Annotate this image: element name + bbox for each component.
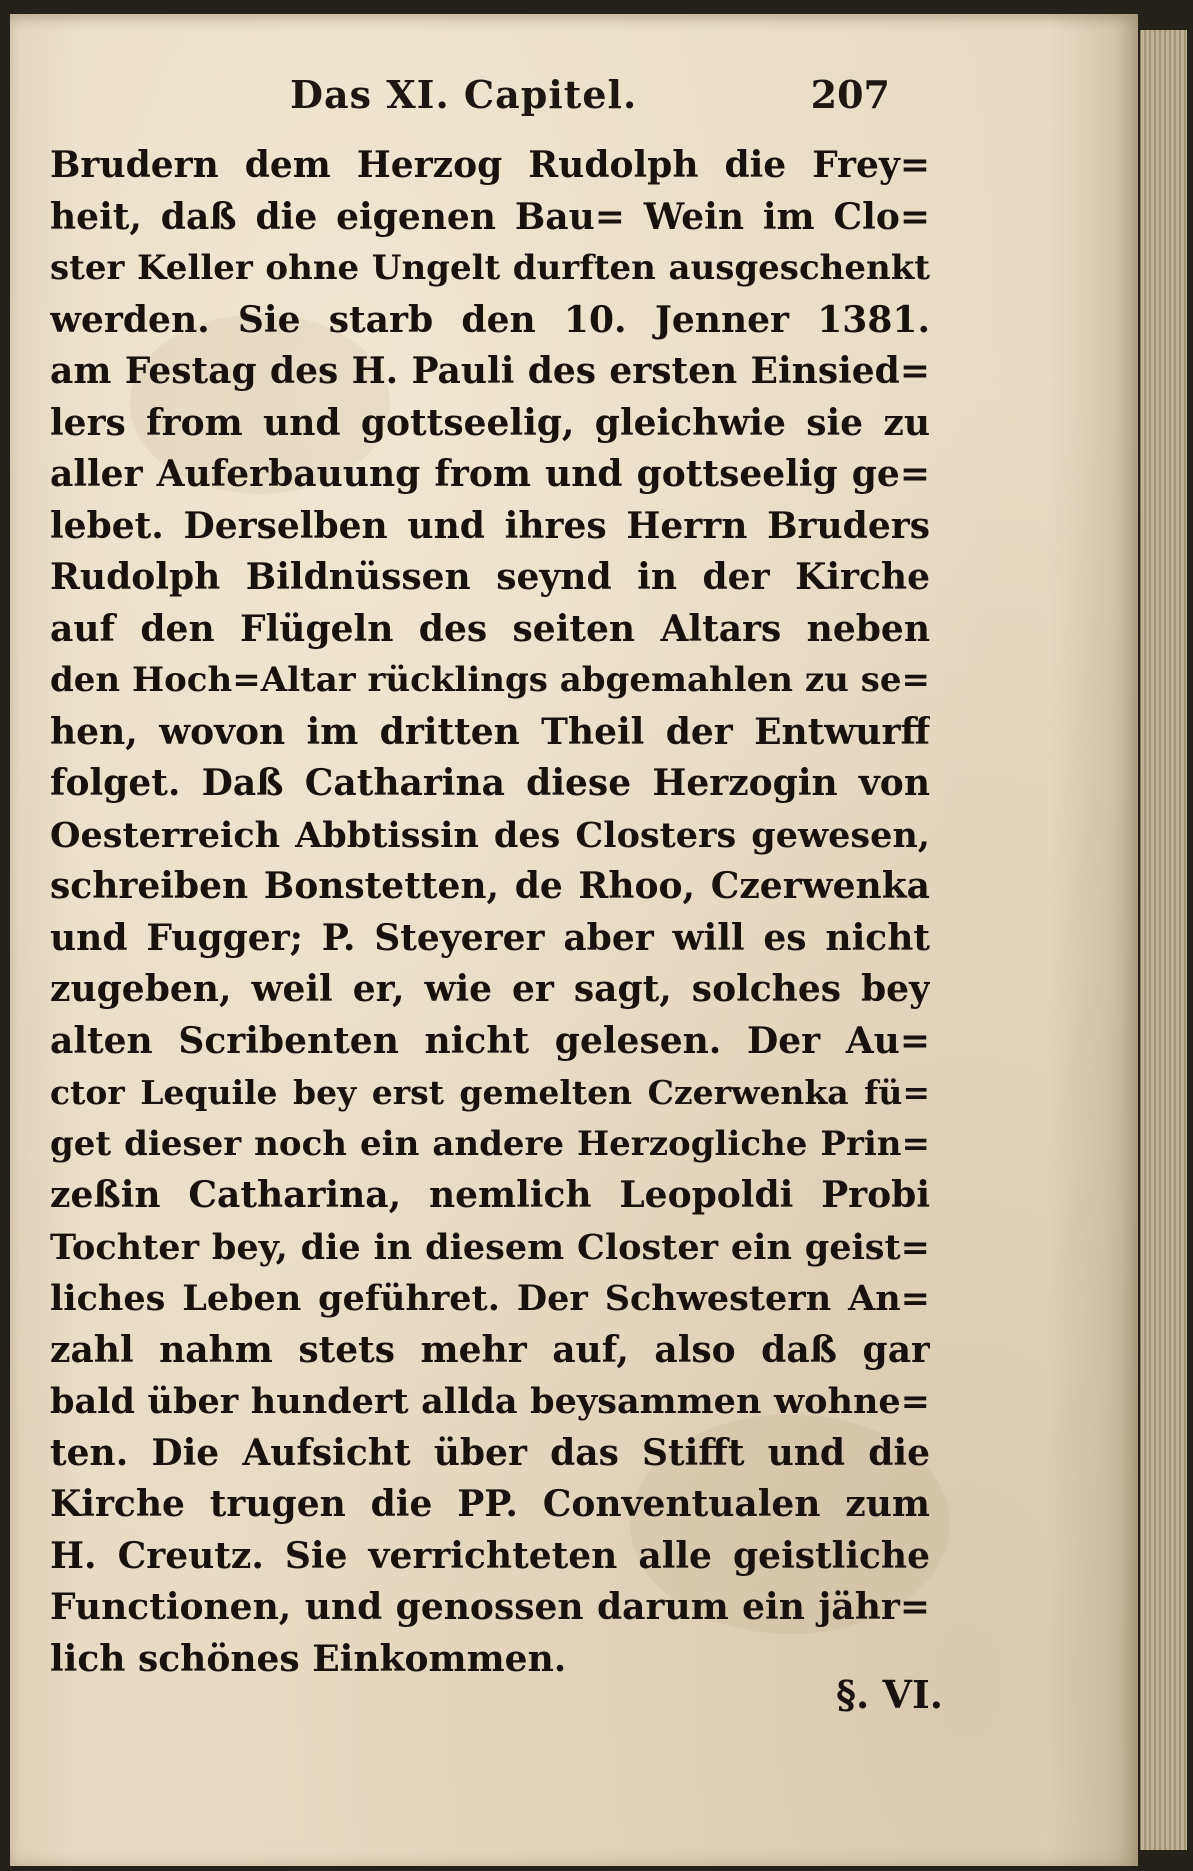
- text-line: Rudolph Bildnüssen seynd in der Kirche: [50, 556, 930, 598]
- text-line: auf den Flügeln des seiten Altars neben: [50, 607, 930, 650]
- page-edges: [1140, 30, 1187, 1850]
- text-line: folget. Daß Catharina diese Herzogin von: [50, 762, 930, 804]
- text-line: liches Leben geführet. Der Schwestern An=: [50, 1278, 930, 1319]
- text-line: zugeben, weil er, wie er sagt, solches bey: [50, 968, 930, 1010]
- text-line: und Fugger; P. Steyerer aber will es nicht: [50, 916, 930, 959]
- text-line: schreiben Bonstetten, de Rhoo, Czerwenka: [50, 865, 930, 907]
- text-line: lich schönes Einkommen.: [50, 1637, 567, 1680]
- text-line: ster Keller ohne Ungelt durften ausgeschenkt: [50, 248, 930, 288]
- text-line: zahl nahm stets mehr auf, also daß gar: [50, 1328, 930, 1371]
- text-line: zeßin Catharina, nemlich Leopoldi Probi: [50, 1174, 930, 1216]
- text-line: werden. Sie starb den 10. Jenner 1381.: [50, 298, 930, 341]
- text-line: Functionen, und genossen darum ein jähr=: [50, 1586, 930, 1628]
- text-line: ten. Die Aufsicht über das Stifft und die: [50, 1431, 930, 1474]
- running-head: [50, 72, 890, 134]
- text-line: H. Creutz. Sie verrichteten alle geistliche: [50, 1534, 930, 1577]
- text-line: heit, daß die eigenen Bau= Wein im Clo=: [50, 195, 930, 238]
- text-line: den Hoch=Altar rücklings abgemahlen zu se=: [50, 660, 930, 700]
- text-line: am Festag des H. Pauli des ersten Einsied=: [50, 350, 930, 392]
- text-line: Tochter bey, die in diesem Closter ein geist=: [50, 1226, 930, 1268]
- text-line: hen, wovon im dritten Theil der Entwurff: [50, 710, 930, 753]
- body-text: [50, 140, 930, 1685]
- text-line: get dieser noch ein andere Herzogliche Prin=: [50, 1123, 930, 1164]
- page-number: 207: [810, 72, 890, 117]
- text-line: lers from und gottseelig, gleichwie sie zu: [50, 401, 930, 444]
- text-line: alten Scribenten nicht gelesen. Der Au=: [50, 1019, 930, 1062]
- text-line: lebet. Derselben und ihres Herrn Bruders: [50, 504, 930, 547]
- text-line: ctor Lequile bey erst gemelten Czerwenka fü=: [50, 1073, 930, 1112]
- text-line: Brudern dem Herzog Rudolph die Frey=: [50, 144, 930, 186]
- catchword: §. VI.: [836, 1672, 943, 1717]
- text-line: Oesterreich Abbtissin des Closters gewesen,: [50, 814, 930, 856]
- running-title: Das XI. Capitel.: [290, 72, 638, 117]
- text-line: aller Auferbauung from und gottseelig ge=: [50, 453, 930, 495]
- text-line: Kirche trugen die PP. Conventualen zum: [50, 1483, 930, 1525]
- text-line: bald über hundert allda beysammen wohne=: [50, 1381, 930, 1422]
